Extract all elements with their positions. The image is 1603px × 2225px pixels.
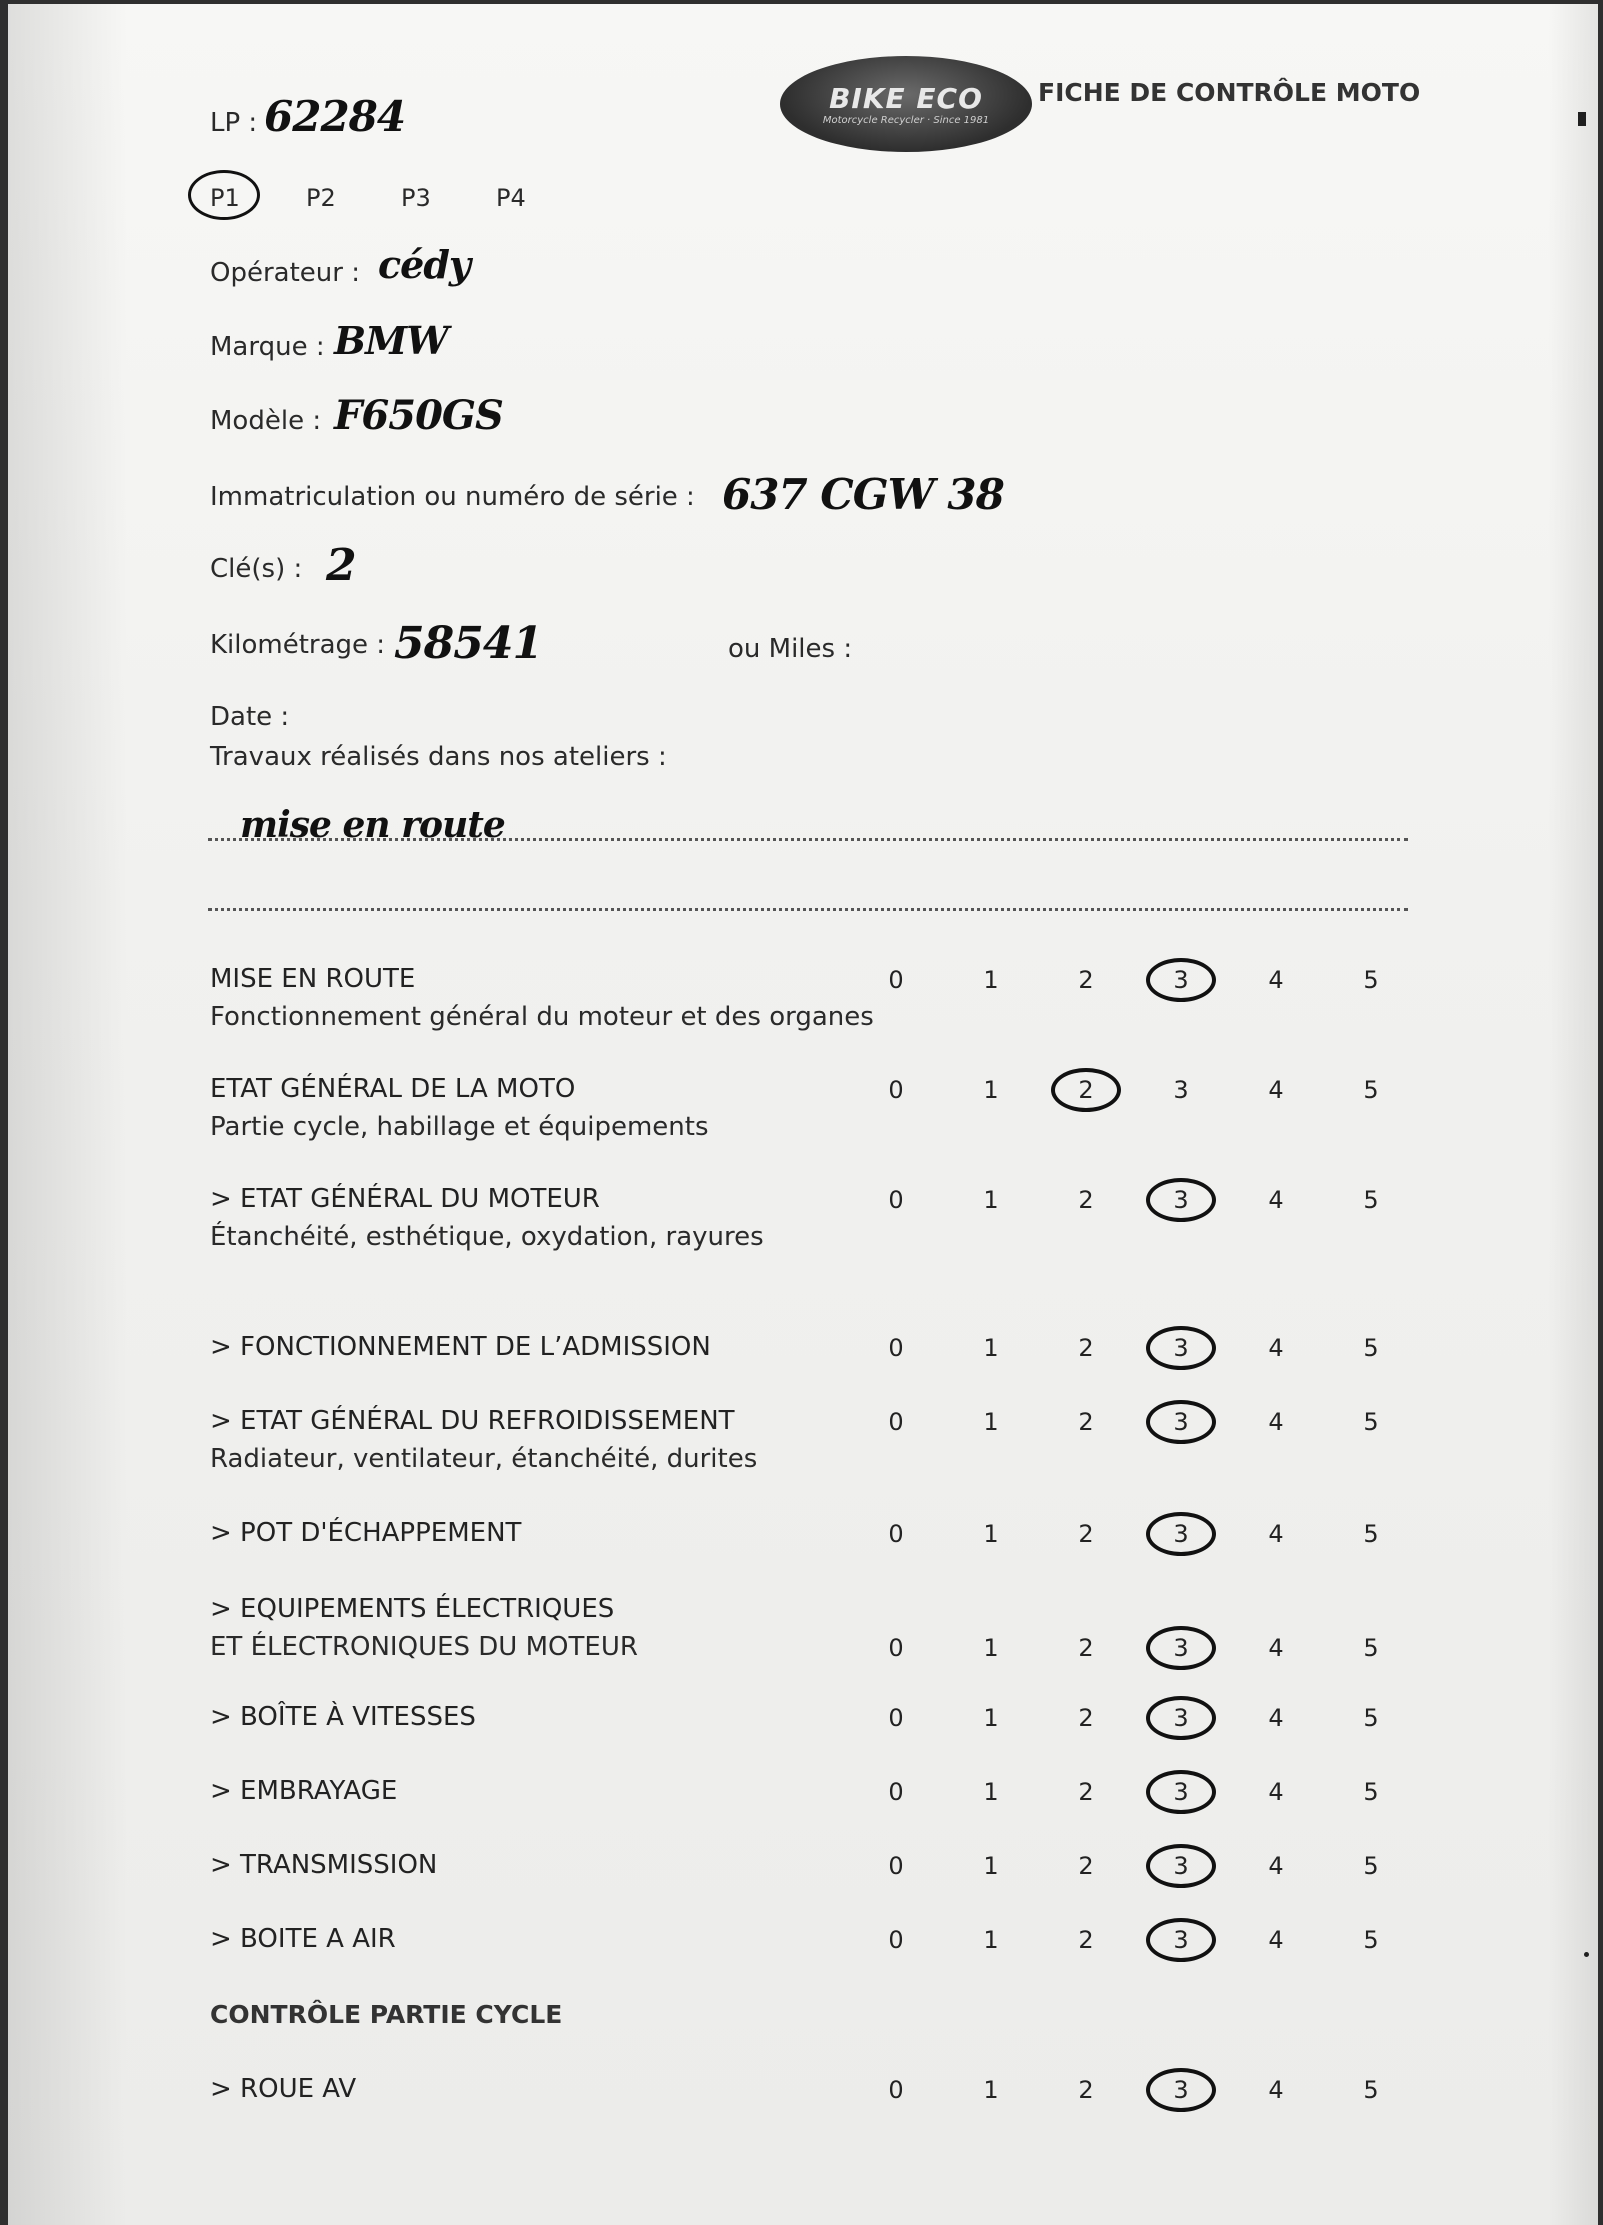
rating-option-mise-en-route-2[interactable]: 2	[1078, 966, 1094, 994]
rating-option-boite-a-air-4[interactable]: 4	[1268, 1926, 1284, 1954]
rating-option-etat-general-moto-0[interactable]: 0	[888, 1076, 904, 1104]
rating-option-admission-0[interactable]: 0	[888, 1334, 904, 1362]
rating-title-boite-a-air: > BOITE A AIR	[210, 1924, 396, 1954]
immatriculation-value[interactable]: 637 CGW 38	[722, 470, 1004, 519]
rating-option-equipements-electriques-4[interactable]: 4	[1268, 1634, 1284, 1662]
rating-option-etat-general-moto-3[interactable]: 3	[1173, 1076, 1189, 1104]
lp-value[interactable]: 62284	[264, 92, 406, 141]
travaux-label: Travaux réalisés dans nos ateliers :	[210, 742, 667, 772]
rating-option-refroidissement-5[interactable]: 5	[1363, 1408, 1379, 1436]
rating-option-refroidissement-1[interactable]: 1	[983, 1408, 999, 1436]
rating-option-etat-general-moto-4[interactable]: 4	[1268, 1076, 1284, 1104]
date-label: Date :	[210, 702, 290, 732]
logo-subtitle: Motorcycle Recycler · Since 1981	[822, 115, 990, 126]
rating-selected-circle-etat-general-moteur	[1146, 1178, 1216, 1222]
travaux-line-2	[208, 908, 1408, 911]
rating-option-pot-echappement-3[interactable]: 3	[1173, 1520, 1189, 1548]
form-sheet	[8, 4, 1598, 2225]
rating-selected-circle-equipements-electriques	[1146, 1626, 1216, 1670]
rating-option-roue-av-3[interactable]: 3	[1173, 2076, 1189, 2104]
rating-selected-circle-roue-av	[1146, 2068, 1216, 2112]
rating-option-transmission-2[interactable]: 2	[1078, 1852, 1094, 1880]
marque-value[interactable]: BMW	[334, 318, 448, 363]
rating-option-admission-2[interactable]: 2	[1078, 1334, 1094, 1362]
rating-title-mise-en-route: MISE EN ROUTE	[210, 964, 416, 994]
rating-subtitle-etat-general-moto: Partie cycle, habillage et équipements	[210, 1112, 709, 1142]
rating-selected-circle-pot-echappement	[1146, 1512, 1216, 1556]
rating-selected-circle-transmission	[1146, 1844, 1216, 1888]
travaux-value[interactable]: mise en route	[240, 804, 505, 846]
modele-value[interactable]: F650GS	[334, 392, 503, 439]
rating-option-admission-3[interactable]: 3	[1173, 1334, 1189, 1362]
rating-option-transmission-0[interactable]: 0	[888, 1852, 904, 1880]
rating-option-roue-av-4[interactable]: 4	[1268, 2076, 1284, 2104]
rating-option-refroidissement-4[interactable]: 4	[1268, 1408, 1284, 1436]
rating-option-etat-general-moteur-5[interactable]: 5	[1363, 1186, 1379, 1214]
rating-option-boite-vitesses-5[interactable]: 5	[1363, 1704, 1379, 1732]
option-p2[interactable]: P2	[306, 184, 336, 212]
rating-title-boite-vitesses: > BOÎTE À VITESSES	[210, 1702, 476, 1732]
rating-option-boite-a-air-1[interactable]: 1	[983, 1926, 999, 1954]
rating-option-boite-vitesses-4[interactable]: 4	[1268, 1704, 1284, 1732]
rating-option-pot-echappement-1[interactable]: 1	[983, 1520, 999, 1548]
rating-option-refroidissement-0[interactable]: 0	[888, 1408, 904, 1436]
rating-option-equipements-electriques-2[interactable]: 2	[1078, 1634, 1094, 1662]
rating-selected-circle-embrayage	[1146, 1770, 1216, 1814]
paper-mark	[1578, 112, 1586, 126]
kilometrage-label: Kilométrage :	[210, 630, 386, 660]
rating-option-etat-general-moteur-4[interactable]: 4	[1268, 1186, 1284, 1214]
rating-option-mise-en-route-4[interactable]: 4	[1268, 966, 1284, 994]
rating-title-embrayage: > EMBRAYAGE	[210, 1776, 398, 1806]
logo-text: BIKE ECO	[829, 82, 983, 115]
rating-option-boite-vitesses-1[interactable]: 1	[983, 1704, 999, 1732]
rating-subtitle-refroidissement: Radiateur, ventilateur, étanchéité, durites	[210, 1444, 758, 1474]
section-partie-cycle: CONTRÔLE PARTIE CYCLE	[210, 2000, 563, 2029]
rating-option-embrayage-1[interactable]: 1	[983, 1778, 999, 1806]
miles-label: ou Miles :	[728, 634, 853, 664]
option-p1[interactable]: P1	[210, 184, 240, 212]
rating-selected-circle-boite-vitesses	[1146, 1696, 1216, 1740]
rating-title-pot-echappement: > POT D'ÉCHAPPEMENT	[210, 1518, 522, 1548]
rating-option-admission-1[interactable]: 1	[983, 1334, 999, 1362]
cles-label: Clé(s) :	[210, 554, 303, 584]
rating-title-refroidissement: > ETAT GÉNÉRAL DU REFROIDISSEMENT	[210, 1406, 735, 1436]
rating-option-pot-echappement-0[interactable]: 0	[888, 1520, 904, 1548]
rating-title-transmission: > TRANSMISSION	[210, 1850, 438, 1880]
rating-title-admission: > FONCTIONNEMENT DE L’ADMISSION	[210, 1332, 711, 1362]
rating-option-embrayage-5[interactable]: 5	[1363, 1778, 1379, 1806]
rating-selected-circle-boite-a-air	[1146, 1918, 1216, 1962]
rating-option-mise-en-route-1[interactable]: 1	[983, 966, 999, 994]
rating-option-etat-general-moto-1[interactable]: 1	[983, 1076, 999, 1104]
rating-option-refroidissement-3[interactable]: 3	[1173, 1408, 1189, 1436]
rating-option-roue-av-5[interactable]: 5	[1363, 2076, 1379, 2104]
modele-label: Modèle :	[210, 406, 322, 436]
lp-label: LP :	[210, 108, 258, 138]
rating-option-transmission-4[interactable]: 4	[1268, 1852, 1284, 1880]
rating-option-equipements-electriques-0[interactable]: 0	[888, 1634, 904, 1662]
rating-option-embrayage-3[interactable]: 3	[1173, 1778, 1189, 1806]
option-p4[interactable]: P4	[496, 184, 526, 212]
form-title: FICHE DE CONTRÔLE MOTO	[1038, 78, 1421, 107]
rating-title-roue-av: > ROUE AV	[210, 2074, 357, 2104]
paper-speck	[1584, 1952, 1589, 1957]
rating-option-boite-a-air-5[interactable]: 5	[1363, 1926, 1379, 1954]
rating-option-boite-a-air-0[interactable]: 0	[888, 1926, 904, 1954]
cles-value[interactable]: 2	[326, 540, 356, 591]
rating-title-equipements-electriques: > EQUIPEMENTS ÉLECTRIQUES	[210, 1594, 615, 1624]
option-p3[interactable]: P3	[401, 184, 431, 212]
rating-option-refroidissement-2[interactable]: 2	[1078, 1408, 1094, 1436]
rating-option-boite-a-air-3[interactable]: 3	[1173, 1926, 1189, 1954]
bike-eco-logo	[780, 56, 1032, 152]
rating-option-equipements-electriques-5[interactable]: 5	[1363, 1634, 1379, 1662]
rating-option-mise-en-route-3[interactable]: 3	[1173, 966, 1189, 994]
rating-selected-circle-mise-en-route	[1146, 958, 1216, 1002]
rating-option-etat-general-moto-2[interactable]: 2	[1078, 1076, 1094, 1104]
rating-selected-circle-admission	[1146, 1326, 1216, 1370]
rating-option-etat-general-moteur-3[interactable]: 3	[1173, 1186, 1189, 1214]
rating-subtitle-equipements-electriques: ET ÉLECTRONIQUES DU MOTEUR	[210, 1632, 638, 1662]
rating-option-embrayage-4[interactable]: 4	[1268, 1778, 1284, 1806]
rating-title-etat-general-moteur: > ETAT GÉNÉRAL DU MOTEUR	[210, 1184, 600, 1214]
rating-option-boite-vitesses-3[interactable]: 3	[1173, 1704, 1189, 1732]
rating-option-etat-general-moteur-1[interactable]: 1	[983, 1186, 999, 1214]
rating-subtitle-etat-general-moteur: Étanchéité, esthétique, oxydation, rayures	[210, 1222, 764, 1252]
rating-option-transmission-5[interactable]: 5	[1363, 1852, 1379, 1880]
rating-option-mise-en-route-0[interactable]: 0	[888, 966, 904, 994]
rating-option-embrayage-0[interactable]: 0	[888, 1778, 904, 1806]
rating-option-boite-vitesses-2[interactable]: 2	[1078, 1704, 1094, 1732]
rating-option-pot-echappement-5[interactable]: 5	[1363, 1520, 1379, 1548]
rating-option-etat-general-moto-5[interactable]: 5	[1363, 1076, 1379, 1104]
operateur-value[interactable]: cédy	[378, 242, 470, 287]
rating-option-boite-vitesses-0[interactable]: 0	[888, 1704, 904, 1732]
rating-option-equipements-electriques-3[interactable]: 3	[1173, 1634, 1189, 1662]
rating-option-pot-echappement-4[interactable]: 4	[1268, 1520, 1284, 1548]
rating-option-roue-av-1[interactable]: 1	[983, 2076, 999, 2104]
rating-option-etat-general-moteur-0[interactable]: 0	[888, 1186, 904, 1214]
rating-option-roue-av-0[interactable]: 0	[888, 2076, 904, 2104]
kilometrage-value[interactable]: 58541	[394, 618, 543, 669]
rating-option-roue-av-2[interactable]: 2	[1078, 2076, 1094, 2104]
rating-selected-circle-refroidissement	[1146, 1400, 1216, 1444]
rating-option-etat-general-moteur-2[interactable]: 2	[1078, 1186, 1094, 1214]
rating-subtitle-mise-en-route: Fonctionnement général du moteur et des organes	[210, 1002, 874, 1032]
rating-option-transmission-1[interactable]: 1	[983, 1852, 999, 1880]
rating-title-etat-general-moto: ETAT GÉNÉRAL DE LA MOTO	[210, 1074, 576, 1104]
rating-option-embrayage-2[interactable]: 2	[1078, 1778, 1094, 1806]
rating-option-admission-4[interactable]: 4	[1268, 1334, 1284, 1362]
operateur-label: Opérateur :	[210, 258, 360, 288]
rating-selected-circle-etat-general-moto	[1051, 1068, 1121, 1112]
rating-option-admission-5[interactable]: 5	[1363, 1334, 1379, 1362]
rating-option-boite-a-air-2[interactable]: 2	[1078, 1926, 1094, 1954]
rating-option-pot-echappement-2[interactable]: 2	[1078, 1520, 1094, 1548]
immatriculation-label: Immatriculation ou numéro de série :	[210, 482, 695, 512]
rating-option-equipements-electriques-1[interactable]: 1	[983, 1634, 999, 1662]
marque-label: Marque :	[210, 332, 325, 362]
rating-option-transmission-3[interactable]: 3	[1173, 1852, 1189, 1880]
rating-option-mise-en-route-5[interactable]: 5	[1363, 966, 1379, 994]
